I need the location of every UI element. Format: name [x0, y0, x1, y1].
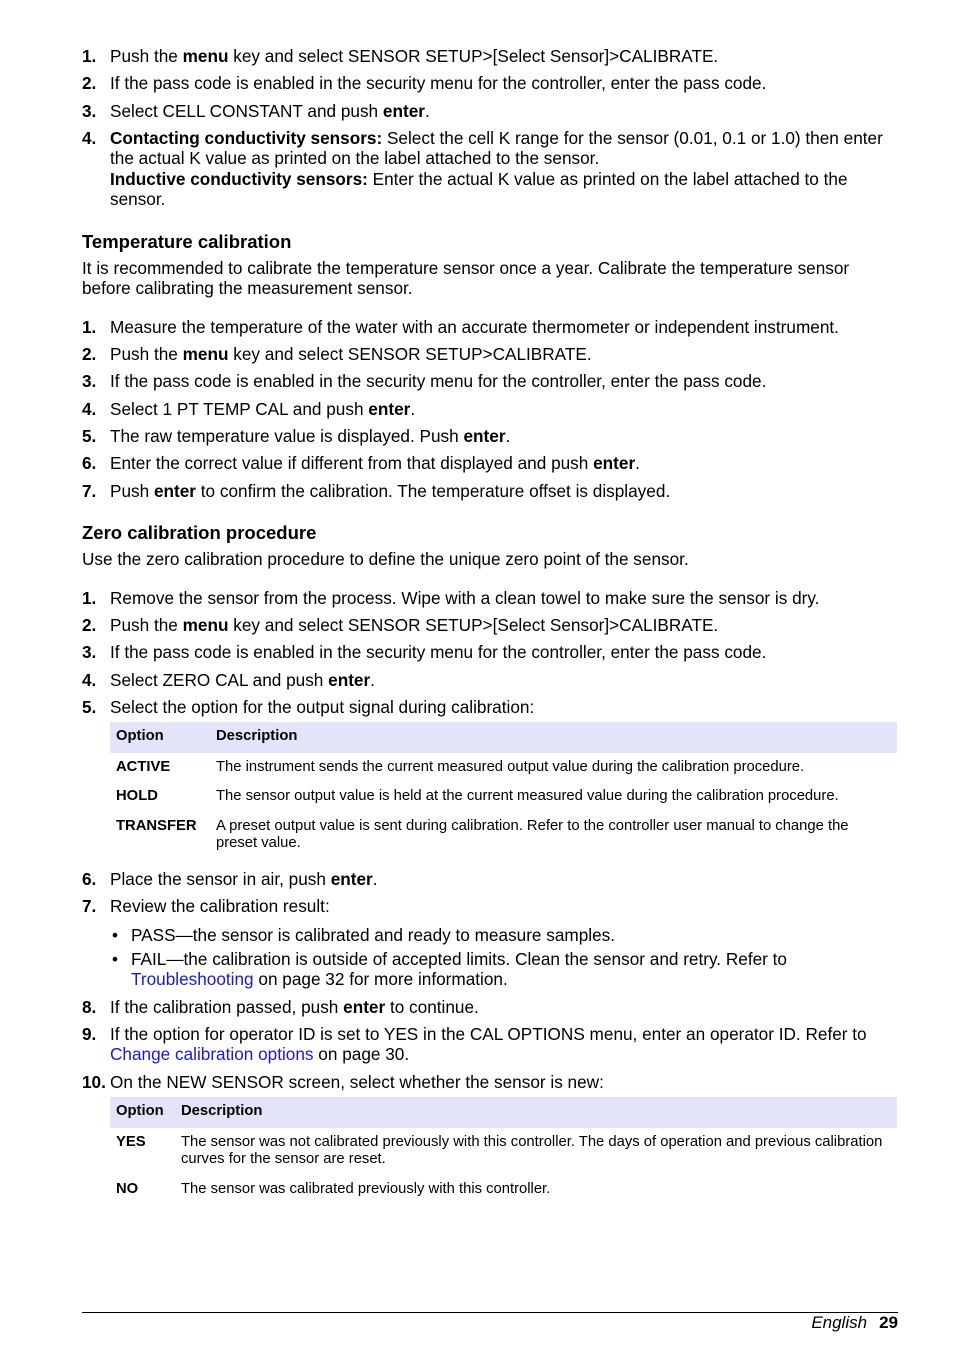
step-5: 5. The raw temperature value is displayed. Push enter.	[82, 426, 511, 447]
step-4: 4. Contacting conductivity sensors: Select the cell K range for the sensor (0.01, 0.1 or 1.0) then enter the actual K value as printed on the label attached to the sensor. Inductive conductivity sensors: Enter the actual K value as printed on the label attached to the sensor.	[82, 127, 883, 210]
step-6: 6. Place the sensor in air, push enter.	[82, 868, 378, 889]
temperature-steps	[82, 317, 898, 501]
step-1: 1. Remove the sensor from the process. Wipe with a clean towel to make sure the sensor is dry.	[82, 587, 820, 608]
step-1: 1. Measure the temperature of the water with an accurate thermometer or independent instrument.	[82, 316, 839, 337]
new-sensor-options-table	[110, 1097, 897, 1204]
list-item: • FAIL—the calibration is outside of accepted limits. Clean the sensor and retry. Refer to Troubleshooting on page 32 for more information.	[112, 948, 787, 990]
step-2: 2. If the pass code is enabled in the security menu for the controller, enter the pass code.	[82, 73, 767, 94]
output-signal-options-table	[110, 722, 897, 859]
temperature-calibration-section	[82, 231, 898, 501]
table-row: ACTIVE The instrument sends the current measured output value during the calibration procedure.	[116, 758, 805, 775]
zero-calibration-section	[82, 522, 898, 1204]
section-intro: It is recommended to calibrate the temperature sensor once a year. Calibrate the temperature sensor before calibrating the measurement sensor.	[82, 257, 850, 299]
description-column-header: Description	[210, 722, 897, 753]
table-header-row	[110, 722, 897, 753]
page-number: 29	[879, 1313, 898, 1332]
zero-steps	[82, 588, 898, 1205]
table-row: HOLD The sensor output value is held at the current measured value during the calibration procedure.	[116, 788, 839, 805]
step-9: 9. If the option for operator ID is set to YES in the CAL OPTIONS menu, enter an operator ID. Refer to Change calibration options on page 30.	[82, 1023, 867, 1065]
section-intro: Use the zero calibration procedure to define the unique zero point of the sensor.	[82, 549, 689, 570]
table-row: TRANSFER A preset output value is sent during calibration. Refer to the controller user manual to change the preset value.	[116, 817, 849, 852]
step-6: 6. Enter the correct value if different from that displayed and push enter.	[82, 453, 640, 474]
step-2: 2. Push the menu key and select SENSOR SETUP>[Select Sensor]>CALIBRATE.	[82, 614, 719, 635]
description-column-header: Description	[175, 1097, 897, 1128]
step-7: 7. Push enter to confirm the calibration. The temperature offset is displayed.	[82, 480, 671, 501]
option-column-header: Option	[110, 722, 210, 753]
option-column-header: Option	[110, 1097, 175, 1128]
step-7: 7. Review the calibration result: • PASS—the sensor is calibrated and ready to measure samples. • FAIL—the calibration is outside of accepted limits. Clean the sensor and retry. Refer to Troubleshooting on page 32 for more information.	[82, 896, 898, 990]
step-3: 3. If the pass code is enabled in the security menu for the controller, enter the pass code.	[82, 642, 767, 663]
step-2: 2. Push the menu key and select SENSOR SETUP>CALIBRATE.	[82, 344, 592, 365]
cell-constant-steps	[82, 46, 898, 210]
page-footer	[82, 1312, 898, 1332]
step-3: 3. If the pass code is enabled in the security menu for the controller, enter the pass code.	[82, 371, 767, 392]
calibration-result-list	[110, 925, 898, 990]
step-4: 4. Select ZERO CAL and push enter.	[82, 669, 375, 690]
document-page	[82, 46, 898, 1214]
step-3: 3. Select CELL CONSTANT and push enter.	[82, 100, 430, 121]
step-4: 4. Select 1 PT TEMP CAL and push enter.	[82, 398, 416, 419]
troubleshooting-link[interactable]: Troubleshooting	[131, 969, 254, 990]
section-heading: Zero calibration procedure	[82, 522, 317, 544]
section-heading: Temperature calibration	[82, 230, 292, 252]
footer-page-info	[811, 1313, 898, 1333]
change-calibration-options-link[interactable]: Change calibration options	[110, 1044, 314, 1065]
footer-language: English	[811, 1313, 868, 1332]
table-row: NO The sensor was calibrated previously with this controller.	[116, 1180, 551, 1197]
list-item: • PASS—the sensor is calibrated and ready to measure samples.	[112, 924, 616, 945]
step-8: 8. If the calibration passed, push enter to continue.	[82, 996, 479, 1017]
step-5: 5. Select the option for the output signal during calibration: Option Description ACTIVE The instrument sends the current measured output value during the calibration procedure. HOLD The sensor output value is held at the current measured value during the calibration procedure. TRANSFER A preset output value is sent during calibration. Refer to the controller user manual to change the preset value.	[82, 697, 898, 859]
step-1: 1. Push the menu key and select SENSOR SETUP>[Select Sensor]>CALIBRATE.	[82, 46, 719, 66]
table-row: YES The sensor was not calibrated previously with this controller. The days of operation and previous calibration curves for the sensor are reset.	[116, 1133, 883, 1168]
table-header-row	[110, 1097, 897, 1128]
step-10: 10. On the NEW SENSOR screen, select whether the sensor is new: Option Description YES The sensor was not calibrated previously with this controller. The days of operation and previous calibration curves for the sensor are reset. NO The sensor was calibrated previously with this controller.	[82, 1072, 898, 1205]
